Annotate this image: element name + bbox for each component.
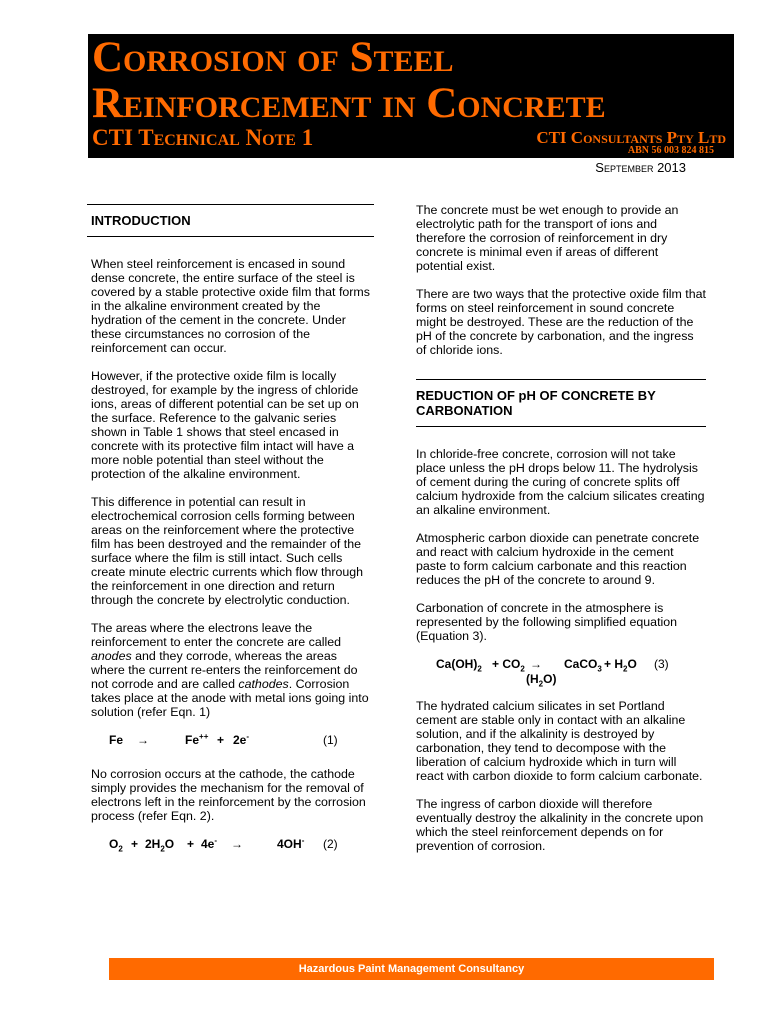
term-anodes: anodes: [91, 649, 132, 663]
left-column: [91, 204, 374, 871]
section-heading-introduction: INTRODUCTION: [87, 204, 374, 237]
company-name: CTI Consultants Pty Ltd: [536, 128, 726, 147]
paragraph: However, if the protective oxide film is locally destroyed, for example by the ingress of chloride ions, areas of different potential can be set up on the surface. Reference to the galvanic series shown in Table 1 shows that steel encased in concrete with its protective film intact will have a more noble potential than steel without the protection of the alkaline environment.: [91, 369, 359, 481]
section-heading-carbonation: REDUCTION OF pH OF CONCRETE BY CARBONATION: [416, 379, 706, 427]
paragraph: Carbonation of concrete in the atmosphere is represented by the following simplified equation (Equation 3).: [416, 601, 678, 643]
equation-1: Fe → Fe++ + 2e- (1): [109, 732, 338, 747]
paragraph: The hydrated calcium silicates in set Portland cement are stable only in contact with an alkaline solution, and if the alkalinity is destroyed by carbonation, they tend to decompose with the liberation of calcium hydroxide which in turn will react with carbon dioxide to form calcium carbonate.: [416, 699, 703, 783]
equation-3: $Ca(OH)_2$ + $CO_2$ → CaCO$_3$ + $H_2O$ (3) $(H_2O)$: [436, 657, 669, 689]
right-column: [416, 203, 706, 867]
paragraph-anodes-cathodes: The areas where the electrons leave the reinforcement to enter the concrete are called anodes and they corrode, whereas the areas where the current re-enters the reinforcement do not corrode and are called cathodes. Corrosion takes place at the anode with metal ions going into solution (refer Eqn. 1): [91, 621, 369, 719]
equation-2: $O_2$ + $2H_2O$ + 4e- → 4OH- (2): [109, 836, 338, 854]
paragraph: The concrete must be wet enough to provide an electrolytic path for the transport of ions and therefore the corrosion of reinforcement in dry concrete is minimal even if areas of different potential exist.: [416, 203, 679, 273]
term-cathodes: cathodes: [238, 677, 289, 691]
technical-note-label: CTI Technical Note 1: [92, 125, 314, 150]
abn-number: ABN 56 003 824 815: [627, 145, 714, 156]
title-line-1: Corrosion of Steel: [92, 34, 454, 81]
header-banner: [88, 34, 734, 158]
footer-banner: Hazardous Paint Management Consultancy: [109, 958, 714, 980]
paragraph: The ingress of carbon dioxide will therefore eventually destroy the alkalinity in the concrete upon which the steel reinforcement depends on for prevention of corrosion.: [416, 797, 704, 853]
publication-date: September 2013: [595, 160, 686, 175]
paragraph: When steel reinforcement is encased in sound dense concrete, the entire surface of the steel is covered by a stable protective oxide film that forms in the alkaline environment created by the hydration of the cement in the concrete. Under these circumstances no corrosion of the reinforcement can occur.: [91, 257, 370, 355]
title-line-2: Reinforcement in Concrete: [92, 80, 606, 127]
paragraph: This difference in potential can result in electrochemical corrosion cells forming between areas on the reinforcement where the protective film has been destroyed and the remainder of the surface where the film is still intact. Such cells create minute electric currents which flow through the reinforcement in one direction and return through the concrete by electrolytic conduction.: [91, 495, 364, 607]
paragraph: No corrosion occurs at the cathode, the cathode simply provides the mechanism for the removal of electrons left in the reinforcement by the corrosion process (refer Eqn. 2).: [91, 767, 366, 823]
paragraph: In chloride-free concrete, corrosion will not take place unless the pH drops below 11. The hydrolysis of cement during the curing of concrete splits off calcium hydroxide from the calcium silicates creating an alkaline environment.: [416, 447, 705, 517]
paragraph: There are two ways that the protective oxide film that forms on steel reinforcement in sound concrete might be destroyed. These are the reduction of the pH of the concrete by carbonation, and the ingress of chloride ions.: [416, 287, 706, 357]
paragraph: Atmospheric carbon dioxide can penetrate concrete and react with calcium hydroxide in the cement paste to form calcium carbonate and this reaction reduces the pH of the concrete to around 9.: [416, 531, 700, 587]
